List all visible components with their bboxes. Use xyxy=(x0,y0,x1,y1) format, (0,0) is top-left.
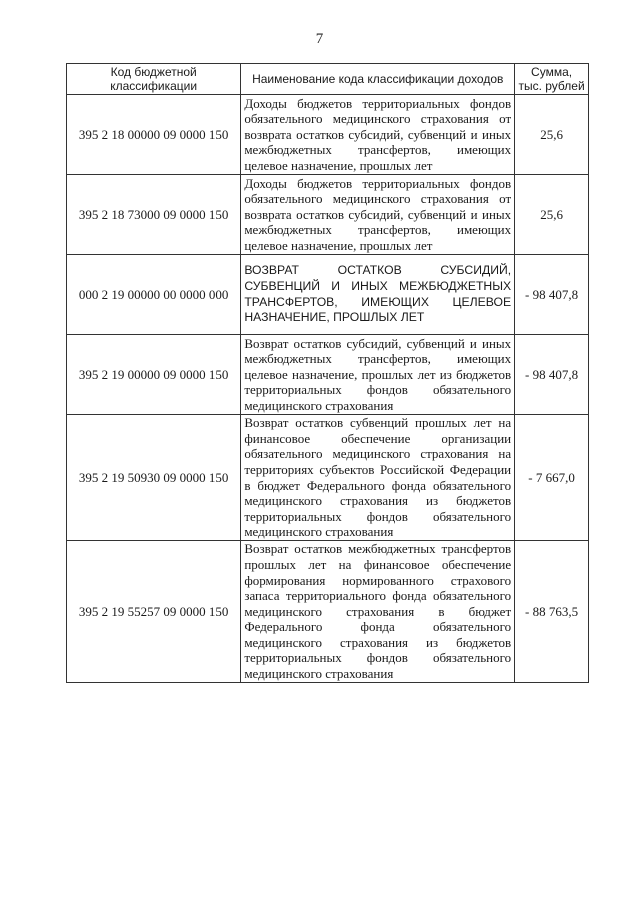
header-sum: Сумма, тыс. рублей xyxy=(515,64,589,95)
page-number: 7 xyxy=(315,31,324,47)
header-name: Наименование кода классификации доходов xyxy=(241,64,515,95)
row-sum: - 98 407,8 xyxy=(515,335,589,415)
row-code: 395 2 19 50930 09 0000 150 xyxy=(67,415,241,541)
row-sum: 25,6 xyxy=(515,175,589,255)
budget-revenue-table xyxy=(66,63,589,683)
row-sum: - 88 763,5 xyxy=(515,541,589,683)
table-row xyxy=(67,415,589,541)
table-row xyxy=(67,175,589,255)
table-row xyxy=(67,95,589,175)
row-sum: 25,6 xyxy=(515,95,589,175)
row-code: 395 2 19 00000 09 0000 150 xyxy=(67,335,241,415)
row-name: ВОЗВРАТ ОСТАТКОВ СУБСИДИЙ, СУБВЕНЦИЙ И ИНЫХ МЕЖБЮДЖЕТНЫХ ТРАНСФЕРТОВ, ИМЕЮЩИХ ЦЕЛЕВОЕ НАЗНАЧЕНИЕ, ПРОШЛЫХ ЛЕТ xyxy=(241,255,515,335)
row-code: 395 2 19 55257 09 0000 150 xyxy=(67,541,241,683)
row-name: Возврат остатков субсидий, субвенций и иных межбюджетных трансфертов, имеющих целевое назначение, прошлых лет из бюджетов территориальных фондов обязательного медицинского страхования xyxy=(241,335,515,415)
table-row xyxy=(67,541,589,683)
row-sum: - 7 667,0 xyxy=(515,415,589,541)
row-name: Возврат остатков субвенций прошлых лет на финансовое обеспечение организации обязательного медицинского страхования на территориях субъектов Российской Федерации в бюджет Федерального фонда обязательного медицинского страхования из бюджетов территориальных фондов обязательного медицинского страхования xyxy=(241,415,515,541)
header-code: Код бюджетной классификации xyxy=(67,64,241,95)
table-header-row xyxy=(67,64,589,95)
table-row xyxy=(67,335,589,415)
row-name: Доходы бюджетов территориальных фондов обязательного медицинского страхования от возврата остатков субсидий, субвенций и иных межбюджетных трансфертов, имеющих целевое назначение, прошлых лет xyxy=(241,95,515,175)
row-sum: - 98 407,8 xyxy=(515,255,589,335)
row-name: Доходы бюджетов территориальных фондов обязательного медицинского страхования от возврата остатков субсидий, субвенций и иных межбюджетных трансфертов, имеющих целевое назначение, прошлых лет xyxy=(241,175,515,255)
row-code: 395 2 18 73000 09 0000 150 xyxy=(67,175,241,255)
row-code: 395 2 18 00000 09 0000 150 xyxy=(67,95,241,175)
table-row xyxy=(67,255,589,335)
row-name: Возврат остатков межбюджетных трансфертов прошлых лет на финансовое обеспечение формирования нормированного страхового запаса территориального фонда обязательного медицинского страхования в бюджет Федерального фонда обязательного медицинского страхования из бюджетов территориальных фондов обязательного медицинского страхования xyxy=(241,541,515,683)
row-code: 000 2 19 00000 00 0000 000 xyxy=(67,255,241,335)
